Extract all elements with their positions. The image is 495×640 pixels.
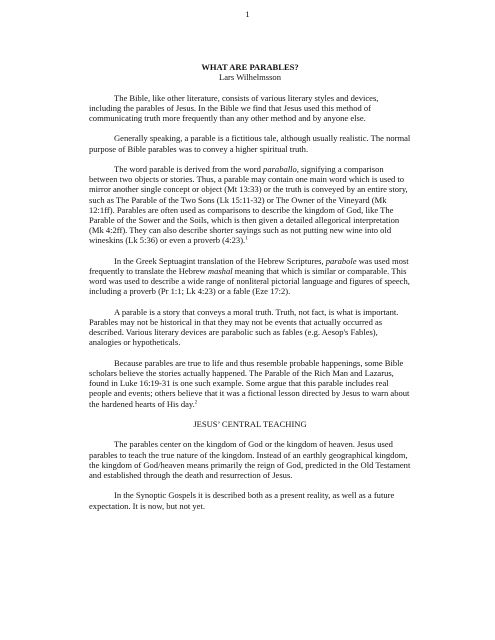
document-body <box>89 62 411 521</box>
term-mashal: mashal <box>207 266 233 276</box>
paragraph-4-text-end: meaning that which is similar or comparable. This word was used to describe a wide range of nonliteral pictorial language and figures of speech, including a proverb (Pr 1:1; Lk 4:23) or a fable (Eze 17:2). <box>89 266 410 297</box>
paragraph-4 <box>89 256 411 297</box>
paragraph-6 <box>89 358 411 409</box>
paragraph-3-text-start: The word parable is derived from the word <box>114 163 264 174</box>
term-paraballo: paraballo <box>263 163 297 174</box>
section-heading: JESUS’ CENTRAL TEACHING <box>193 419 307 429</box>
paragraph-6-text: Because parables are true to life and thus resemble probable happenings, some Bible scholars believe the stories actually happened. The Parable of the Rich Man and Lazarus, found in Luke 16:19-31 is one such example. Some argue that this parable includes real people and events; others believe that it was a fictional lesson directed by Jesus to warn about the hardened hearts of His day. <box>89 357 410 409</box>
paragraph-4-text-start: In the Greek Septuagint translation of the Hebrew Scriptures, <box>114 255 326 266</box>
footnote-marker-2: 2 <box>194 400 198 406</box>
paragraph-3-text-end: , signifying a comparison between two objects or stories. Thus, a parable may contain one main word which is used to mirror another single concept or object (Mt 13:33) or the truth is conveyed by an entire story, such as The Parable of the Two Sons (Lk 15:11-32) or The Owner of the Vineyard (Mk 12:1ff). Parables are often used as comparisons to describe the kingdom of God, like The Parable of the Sower and the Soils, which is then given a detailed allegorical interpretation (Mk 4:2ff). They can also describe shorter sayings such as not putting new wine into old wineskins (Lk 5:36) or even a proverb (4:23). <box>89 163 408 246</box>
paragraph-2: Generally speaking, a parable is a fictitious tale, although usually realistic. The normal purpose of Bible parables was to convey a higher spiritual truth. <box>89 133 411 154</box>
paragraph-4-text-middle: was used most frequently to translate the Hebrew <box>89 255 409 276</box>
document-title: WHAT ARE PARABLES? <box>201 62 299 72</box>
paragraph-5: A parable is a story that conveys a moral truth. Truth, not fact, is what is important. Parables may not be historical in that they may not be events that actually occurred as described. Various literary devices are parabolic such as fables (e.g. Aesop's Fables), analogies or hypotheticals. <box>89 306 399 348</box>
document-author: Lars Wilhelmsson <box>219 72 281 83</box>
footnote-marker-1: 1 <box>245 236 248 242</box>
term-parabole: parabole <box>325 255 357 266</box>
paragraph-3 <box>89 164 411 246</box>
section-paragraph-1: The parables center on the kingdom of God or the kingdom of heaven. Jesus used parables to teach the true nature of the kingdom. Instead of an earthly geographical kingdom, the kingdom of God/heaven means primarily the reign of God, predicted in the Old Testament and established through the death and resurrection of Jesus. <box>89 439 411 480</box>
section-paragraph-2: In the Synoptic Gospels it is described both as a present reality, as well as a future expectation. It is now, but not yet. <box>89 490 395 511</box>
page-number: 1 <box>245 9 250 19</box>
paragraph-1: The Bible, like other literature, consists of various literary styles and devices, including the parables of Jesus. In the Bible we find that Jesus used this method of communicating truth more frequently than any other method and by anyone else. <box>89 92 379 123</box>
